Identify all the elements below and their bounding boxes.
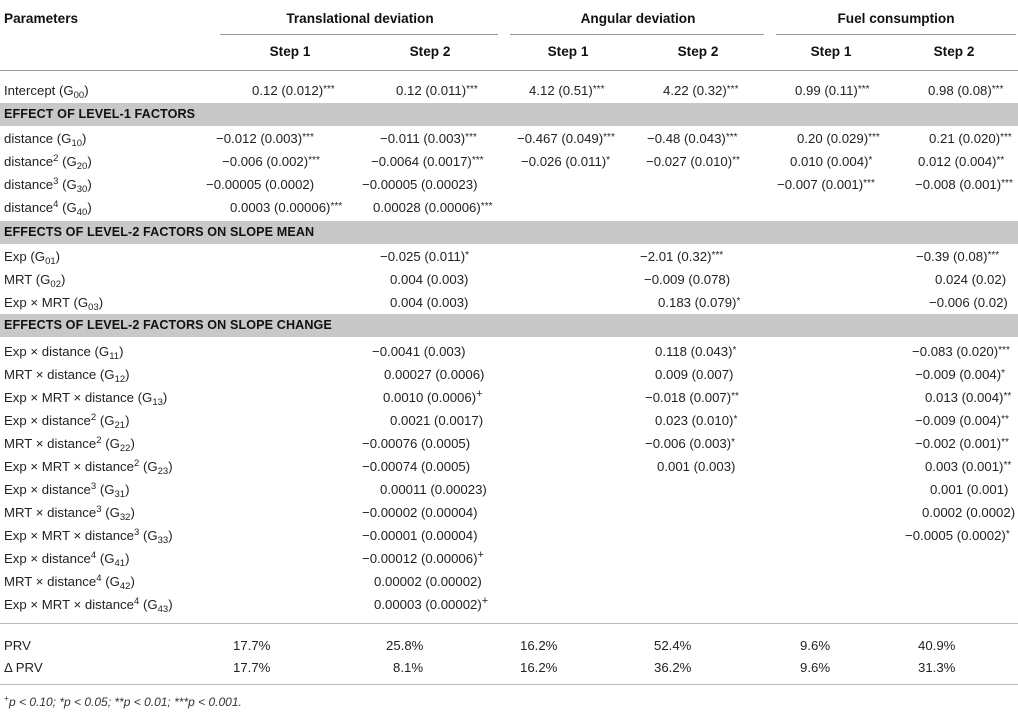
change-cell-a2: 0.009 (0.007) — [655, 367, 734, 382]
section-level1 — [0, 103, 1018, 126]
header-angular: Angular deviation — [580, 11, 696, 26]
level1-row — [0, 150, 1018, 173]
change-cell-f2: 0.001 (0.001) — [930, 482, 1009, 497]
level1-cell-t1: −0.00005 (0.0002) — [206, 177, 315, 192]
level1-cell-f2: 0.012 (0.004)** — [918, 154, 1005, 169]
change-row — [0, 455, 1018, 478]
change-cell-f2: 0.0002 (0.0002) — [922, 505, 1016, 520]
level1-cell-t2: −0.0064 (0.0017)*** — [371, 154, 484, 169]
level1-cell-f2: 0.21 (0.020)*** — [929, 131, 1012, 146]
level1-cell-t2: −0.011 (0.003)*** — [380, 131, 477, 146]
prv-row — [0, 634, 1018, 657]
change-cell-t2: 0.00003 (0.00002)+ — [374, 595, 489, 612]
change-cell-t2: −0.00002 (0.00004) — [362, 505, 478, 520]
mean-cell-f2: −0.006 (0.02) — [929, 295, 1008, 310]
change-row — [0, 340, 1018, 363]
change-cell-t2: −0.00001 (0.00004) — [362, 528, 478, 543]
change-cell-t2: −0.0041 (0.003) — [372, 344, 466, 359]
change-cell-t2: 0.00011 (0.00023) — [380, 482, 487, 497]
header-row-groups — [0, 7, 1018, 30]
mean-row-label: MRT $(G_{02})$ — [4, 272, 66, 290]
change-row-label: MRT × distance$^4$ $(G_{42})$ — [4, 573, 135, 592]
change-row-label: MRT × distance$^2$ $(G_{22})$ — [4, 435, 135, 454]
mean-cell-t2: 0.004 (0.003) — [390, 272, 469, 287]
change-row — [0, 386, 1018, 409]
mean-row-label: Exp × MRT $(G_{03})$ — [4, 295, 104, 313]
change-cell-f2: 0.003 (0.001)** — [925, 459, 1012, 474]
mean-cell-a2: −2.01 (0.32)*** — [640, 249, 724, 264]
level1-cell-t1: −0.012 (0.003)*** — [216, 131, 314, 146]
change-row-label: Exp × distance$^2$ $(G_{21})$ — [4, 412, 130, 431]
change-row — [0, 478, 1018, 501]
level1-cell-t2: 0.00028 (0.00006)*** — [373, 200, 493, 215]
change-cell-t2: −0.00076 (0.0005) — [362, 436, 471, 451]
header-translational: Translational deviation — [286, 11, 434, 26]
prv-f1: 9.6% — [800, 638, 831, 653]
change-cell-a2: −0.006 (0.003)* — [645, 436, 736, 451]
dprv-t1: 17.7% — [233, 660, 271, 675]
change-row-label: Exp × MRT × distance $(G_{13})$ — [4, 390, 168, 408]
intercept-a2: 4.22 (0.32)*** — [663, 83, 739, 98]
mean-row — [0, 245, 1018, 268]
change-cell-t2: 0.0010 (0.0006)+ — [383, 388, 483, 405]
mean-row — [0, 268, 1018, 291]
change-row — [0, 501, 1018, 524]
level1-cell-a2: −0.027 (0.010)** — [646, 154, 740, 169]
header-t-step1: Step 1 — [269, 44, 311, 59]
prv-t1: 17.7% — [233, 638, 271, 653]
dprv-a1: 16.2% — [520, 660, 558, 675]
change-cell-t2: 0.00027 (0.0006) — [384, 367, 485, 382]
level1-cell-f2: −0.008 (0.001)*** — [915, 177, 1013, 192]
mean-row-label: Exp $(G_{01})$ — [4, 249, 61, 267]
change-row-label: Exp × distance$^3$ $(G_{31})$ — [4, 481, 130, 500]
change-cell-f2: −0.083 (0.020)*** — [912, 344, 1010, 359]
change-row — [0, 409, 1018, 432]
intercept-f1: 0.99 (0.11)*** — [795, 83, 870, 98]
header-f-step2: Step 2 — [933, 44, 975, 59]
section-level1-title: EFFECT OF LEVEL-1 FACTORS — [4, 107, 196, 121]
dprv-a2: 36.2% — [654, 660, 692, 675]
header-f-step1: Step 1 — [810, 44, 852, 59]
change-row-label: Exp × distance $(G_{11})$ — [4, 344, 124, 362]
header-t-step2: Step 2 — [409, 44, 451, 59]
prv-rule — [0, 623, 1018, 624]
change-row — [0, 570, 1018, 593]
change-row-label: Exp × MRT × distance$^3$ $(G_{33})$ — [4, 527, 173, 546]
level1-row-label: distance$^3$ $(G_{30})$ — [4, 176, 92, 195]
change-cell-f2: −0.009 (0.004)* — [915, 367, 1006, 382]
level1-row — [0, 127, 1018, 150]
mean-cell-a2: 0.183 (0.079)* — [658, 295, 741, 310]
intercept-f2: 0.98 (0.08)*** — [928, 83, 1004, 98]
level1-cell-f1: 0.20 (0.029)*** — [797, 131, 880, 146]
dprv-t2: 8.1% — [393, 660, 424, 675]
prv-f2: 40.9% — [918, 638, 956, 653]
section-level2-mean-title: EFFECTS OF LEVEL-2 FACTORS ON SLOPE MEAN — [4, 225, 315, 239]
mean-cell-t2: −0.025 (0.011)* — [380, 249, 470, 264]
intercept-a1: 4.12 (0.51)*** — [529, 83, 605, 98]
change-row-label: Exp × MRT × distance$^4$ $(G_{43})$ — [4, 596, 173, 615]
level1-cell-t2: −0.00005 (0.00023) — [362, 177, 478, 192]
dprv-f1: 9.6% — [800, 660, 831, 675]
change-cell-t2: −0.00074 (0.0005) — [362, 459, 471, 474]
change-cell-f2: −0.0005 (0.0002)* — [905, 528, 1010, 543]
header-fuel: Fuel consumption — [837, 11, 955, 26]
header-underline-angular — [510, 34, 764, 35]
section-level2-change — [0, 314, 1018, 337]
change-row-label: MRT × distance$^3$ $(G_{32})$ — [4, 504, 135, 523]
level1-row-label: distance $(G_{10})$ — [4, 131, 87, 149]
level1-cell-a2: −0.48 (0.043)*** — [647, 131, 738, 146]
header-underline-translational — [220, 34, 498, 35]
mean-cell-t2: 0.004 (0.003) — [390, 295, 469, 310]
change-row — [0, 363, 1018, 386]
level1-row — [0, 196, 1018, 219]
change-row-label: MRT × distance $(G_{12})$ — [4, 367, 130, 385]
level1-cell-f1: 0.010 (0.004)* — [790, 154, 873, 169]
bottom-rule — [0, 684, 1018, 685]
change-cell-f2: 0.013 (0.004)** — [925, 390, 1012, 405]
prv-t2: 25.8% — [386, 638, 424, 653]
header-parameters: Parameters — [4, 11, 79, 26]
prv-label: PRV — [4, 638, 31, 653]
section-level2-mean — [0, 221, 1018, 244]
prv-a2: 52.4% — [654, 638, 692, 653]
mean-cell-f2: 0.024 (0.02) — [935, 272, 1007, 287]
change-cell-t2: 0.0021 (0.0017) — [390, 413, 484, 428]
header-rule — [0, 70, 1018, 71]
level1-cell-t1: −0.006 (0.002)*** — [222, 154, 320, 169]
change-row — [0, 432, 1018, 455]
header-a-step2: Step 2 — [677, 44, 719, 59]
change-cell-f2: −0.009 (0.004)** — [915, 413, 1009, 428]
mean-cell-f2: −0.39 (0.08)*** — [916, 249, 1000, 264]
level1-row-label: distance$^4$ $(G_{40})$ — [4, 199, 92, 218]
header-row-steps — [0, 40, 1018, 63]
change-row — [0, 593, 1018, 616]
change-row — [0, 524, 1018, 547]
level1-cell-t1: 0.0003 (0.00006)*** — [230, 200, 343, 215]
header-a-step1: Step 1 — [547, 44, 589, 59]
intercept-t1: 0.12 (0.012)*** — [252, 83, 335, 98]
intercept-t2: 0.12 (0.011)*** — [396, 83, 478, 98]
change-cell-f2: −0.002 (0.001)** — [915, 436, 1009, 451]
footnote: +p < 0.10; *p < 0.05; **p < 0.01; ***p < 0.001. — [4, 693, 242, 709]
dprv-f2: 31.3% — [918, 660, 956, 675]
level1-row-label: distance$^2$ $(G_{20})$ — [4, 153, 92, 172]
change-row-label: Exp × distance$^4$ $(G_{41})$ — [4, 550, 130, 569]
level1-cell-a1: −0.026 (0.011)* — [521, 154, 611, 169]
section-level2-change-title: EFFECTS OF LEVEL-2 FACTORS ON SLOPE CHANGE — [4, 318, 332, 332]
header-underline-fuel — [776, 34, 1016, 35]
change-cell-a2: −0.018 (0.007)** — [645, 390, 739, 405]
level1-cell-a1: −0.467 (0.049)*** — [517, 131, 615, 146]
change-cell-t2: −0.00012 (0.00006)+ — [362, 549, 484, 566]
intercept-row — [0, 79, 1018, 102]
change-cell-t2: 0.00002 (0.00002) — [374, 574, 482, 589]
change-cell-a2: 0.001 (0.003) — [657, 459, 736, 474]
dprv-row — [0, 656, 1018, 679]
mean-cell-a2: −0.009 (0.078) — [644, 272, 731, 287]
level1-cell-f1: −0.007 (0.001)*** — [777, 177, 875, 192]
dprv-label: Δ PRV — [4, 660, 43, 675]
change-cell-a2: 0.023 (0.010)* — [655, 413, 738, 428]
level1-row — [0, 173, 1018, 196]
prv-a1: 16.2% — [520, 638, 558, 653]
change-cell-a2: 0.118 (0.043)* — [655, 344, 737, 359]
intercept-label: Intercept $(G_{00})$ — [4, 83, 89, 101]
change-row-label: Exp × MRT × distance$^2$ $(G_{23})$ — [4, 458, 173, 477]
change-row — [0, 547, 1018, 570]
mean-row — [0, 291, 1018, 314]
